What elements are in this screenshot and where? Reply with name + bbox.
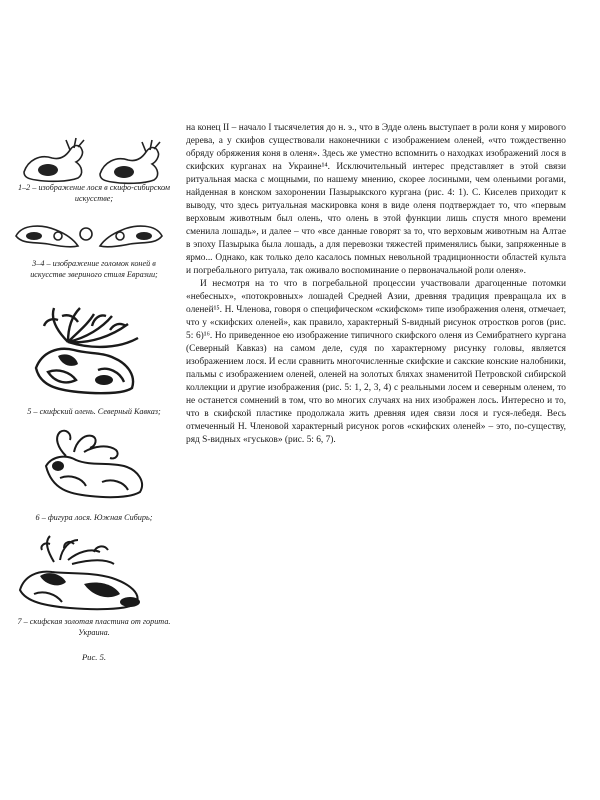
figure-7-gold-plate: [14, 532, 164, 612]
caption-3-4: 3–4 – изображение голомок коней в искусстве звериного стиля Евразии;: [30, 259, 158, 279]
figure-label: Рис. 5.: [81, 652, 107, 662]
paragraph-2: И несмотря на то что в погребальной процессии участвовали драгоценные потомки «небесных», «потокровных» лошадей Средней Азии, древняя традиция превращала их в оленей¹⁵. Н. Членова, говоря о специфическом «скифском» типе изображения оленя, отмечает, что у «скифских оленей», как правило, характерный S-видный рисунок отростков рогов (рис. 5: 6)¹⁶. Но приведенное ею изображение типичного скифского оленя из Семибратнего кургана (Северный Кавказ) на самом деле, судя по характерному рисунку головы, является изображением лося. И если сравнить многочисленные скифские и сакские конские налобники, пальмы с изображением оленей, оленей на золотых бляхах знаменитой Петровской сибирской коллекции и другие изображения (рис. 5: 1, 2, 3, 4) с реальными лосем и северным оленем, то не останется сомнений в том, что во многих случаях на них изображен лось. Интересно и то, что в скифской пластике продолжала жить древняя идея связи лося и гуся-лебедя. Весь отмеченный Н. Членовой характерный рисунок рогов «скифских оленей» – это, по-существу, ряд S-видных «гуськов» (рис. 5: 6, 7).: [186, 279, 566, 445]
elk-figure-drawing: [36, 426, 156, 506]
horse-heads-drawing: [12, 218, 172, 254]
gold-plate-drawing: [14, 532, 164, 612]
figure-5-scythian-deer: [28, 302, 158, 402]
elk-drawing: [18, 132, 168, 187]
figure-column: [0, 120, 180, 680]
body-text: [186, 122, 566, 447]
scythian-deer-drawing: [28, 302, 158, 402]
caption-6: 6 – фигура лося. Южная Сибирь;: [35, 513, 153, 522]
caption-5: 5 – скифский олень. Северный Кавказ;: [27, 407, 161, 416]
figure-3-4-horse-heads: [12, 218, 172, 254]
figure-6-elk: [36, 426, 156, 506]
caption-1-2: 1–2 – изображение лося в скифо-сибирском искусстве;: [17, 183, 171, 203]
caption-7: 7 – скифская золотая пластина от горита. Украина.: [17, 617, 171, 637]
paragraph-1: на конец II – начало I тысячелетия до н. э., что в Эдде олень выступает в роли коня у мирового дерева, а у скифов существовали наконечники с изображением оленей, «что тождественно обряду обряжения коня в оленя». Здесь же уместно вспомнить о находках изображений лося в скифских курганах на Украине¹⁴. Исключительный интерес представляет в этой связи ритуальная маска с мощными, по нашему мнению, скорее лосиными, чем оленьими рогами, найденная в конском захоронении Пазырыкского кургана (рис. 4: 1). С. Киселев приходит к выводу, что здесь ритуальная маскировка коня в виде оленя подтверждает то, что «первым верховым животным был олень, что олень в этой функции лишь спустя много времени сменила лошадь», и далее – что «все данные говорят за то, что верховым животным на Алтае в эпоху Пазырыка была лошадь, а для перевозки тяжестей применялись быки, запряженные в ярмо... Однако, как только дело касалось помных невольной традиционности областей культа и погребального ритуала, так оживало воспоминание о первоначальной роли оленя».: [186, 123, 566, 276]
figure-1-2-elk: [18, 132, 168, 187]
